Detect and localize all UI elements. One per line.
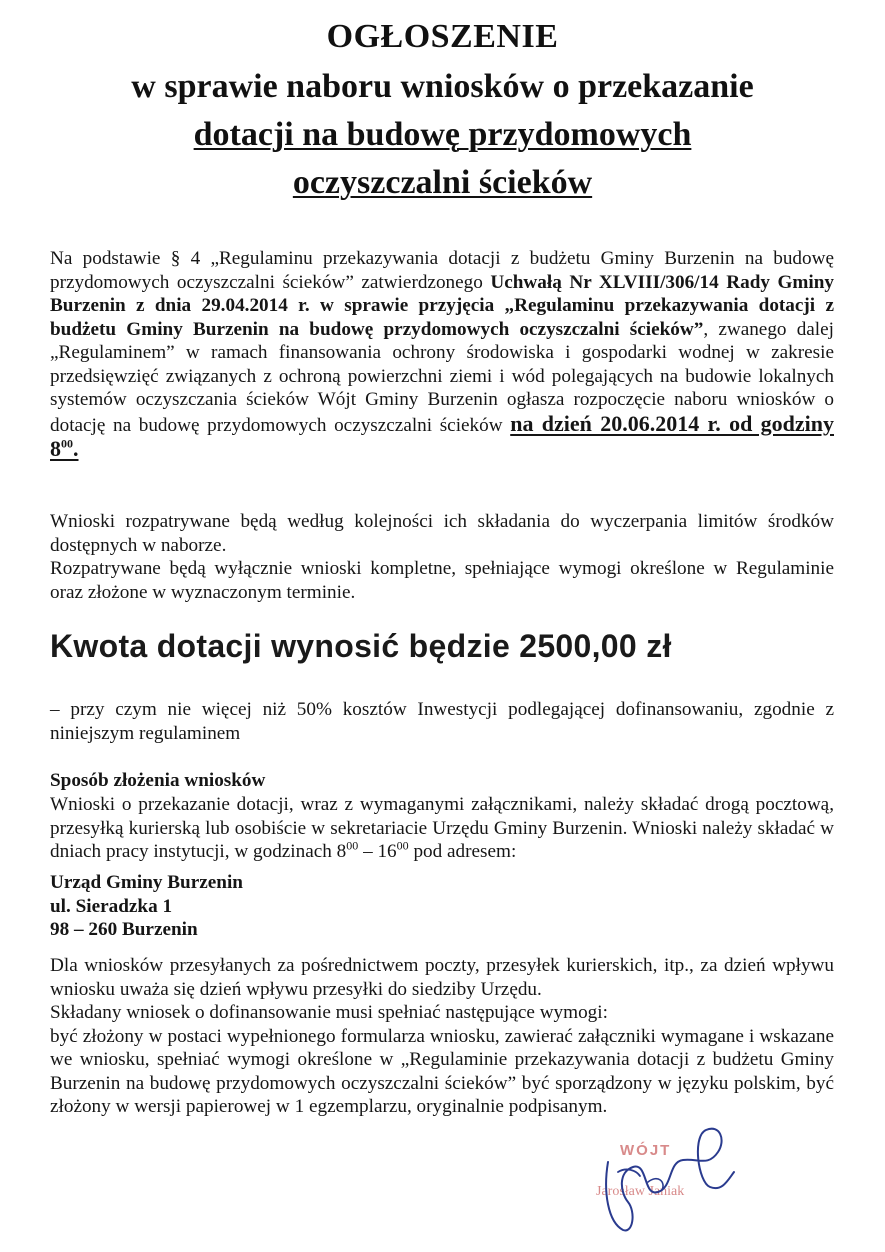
- start-date-end: .: [73, 436, 79, 461]
- postal-receipt-text: Dla wniosków przesyłanych za pośrednictwem poczty, przesyłek kurierskich, itp., za dzień wpływu wniosku uważa się dzień wpływu przesyłki do siedziby Urzędu.: [50, 955, 834, 1000]
- stamp-title: WÓJT: [620, 1142, 672, 1159]
- start-date-text: na dzień 20.06.2014 r. od godziny 8: [50, 410, 834, 461]
- applications-requirements-text: Rozpatrywane będą wyłącznie wnioski kompletne, spełniające wymogi określone w Regulaminie oraz złożone w wyznaczonym terminie.: [50, 558, 834, 603]
- applications-paragraph: [50, 510, 834, 604]
- hours-start-superscript: 00: [346, 838, 359, 853]
- address-office: Urząd Gminy Burzenin: [50, 872, 243, 893]
- address-postal: 98 – 260 Burzenin: [50, 919, 198, 940]
- intro-resolution-reference: Uchwałą Nr XLVIII/306/14 Rady Gminy Burzenin z dnia 29.04.2014 r. w sprawie przyjęcia „Regulaminu przekazywania dotacji z budżetu Gminy Burzenin na budowę przydomowych oczyszczalni ścieków”: [50, 271, 834, 340]
- announcement-title: OGŁOSZENIE: [326, 18, 559, 55]
- intro-text-1: Na podstawie § 4 „Regulaminu przekazywania dotacji z budżetu Gminy Burzenin na budowę przydomowych oczyszczalni ścieków” zatwierdzonego: [50, 248, 834, 293]
- grant-amount-heading: Kwota dotacji wynosić będzie 2500,00 zł: [50, 628, 672, 664]
- submission-method-text-end: pod adresem:: [408, 841, 517, 862]
- requirements-list-text: być złożony w postaci wypełnionego formularza wniosku, zawierać załączniki wymagane i wskazane we wniosku, spełniać wymogi określone w „Regulaminie przekazywania dotacji z budżetu Gminy Burzenin na budowę przydomowych oczyszczalni ścieków” być sporządzony w języku polskim, być złożony w wersji papierowej w 1 egzemplarzu, oryginalnie podpisanym.: [50, 1025, 834, 1117]
- announcement-subtitle-underlined-1: dotacji na budowę przydomowych: [193, 116, 692, 153]
- stamp-name: Jarosław Janiak: [596, 1184, 685, 1199]
- submission-method-heading: [50, 769, 834, 793]
- signature-icon: [588, 1112, 738, 1242]
- requirements-intro-text: Składany wniosek o dofinansowanie musi spełniać następujące wymogi:: [50, 1002, 608, 1023]
- submission-method-text: Wnioski o przekazanie dotacji, wraz z wymaganymi załącznikami, należy składać drogą pocztową, przesyłką kurierską lub osobiście w sekretariacie Urzędu Gminy Burzenin. Wnioski należy składać w dniach pracy instytucji, w godzinach 8: [50, 794, 834, 862]
- announcement-subtitle: w sprawie naboru wniosków o przekazanie: [131, 68, 754, 105]
- grant-amount-note: – przy czym nie więcej niż 50% kosztów Inwestycji podlegającej dofinansowaniu, zgodnie z niniejszym regulaminem: [50, 699, 834, 744]
- address-street: ul. Sieradzka 1: [50, 896, 173, 917]
- submission-method-heading-text: Sposób złożenia wniosków: [50, 770, 266, 791]
- hours-dash: – 16: [358, 841, 397, 862]
- announcement-subtitle-underlined-2: oczyszczalni ścieków: [292, 164, 593, 201]
- intro-text-2: , zwanego dalej „Regulaminem” w ramach finansowania ochrony środowiska i gospodarki wodnej w zakresie przedsięwzięć związanych z ochroną powierzchni ziemi i wód polegających na budowie lokalnych systemów oczyszczania ścieków Wójt Gminy Burzenin ogłasza rozpoczęcie naboru wniosków o dotację na budowę przydomowych oczyszczalni ścieków: [50, 318, 834, 436]
- intro-paragraph: [50, 247, 834, 463]
- submission-method-paragraph: [50, 793, 834, 864]
- postal-submission-paragraph: [50, 954, 834, 1119]
- hours-end-superscript: 00: [396, 838, 409, 853]
- applications-order-text: Wnioski rozpatrywane będą według kolejności ich składania do wyczerpania limitów środków dostępnych w naborze.: [50, 511, 834, 556]
- start-hour-superscript: 00: [61, 436, 73, 451]
